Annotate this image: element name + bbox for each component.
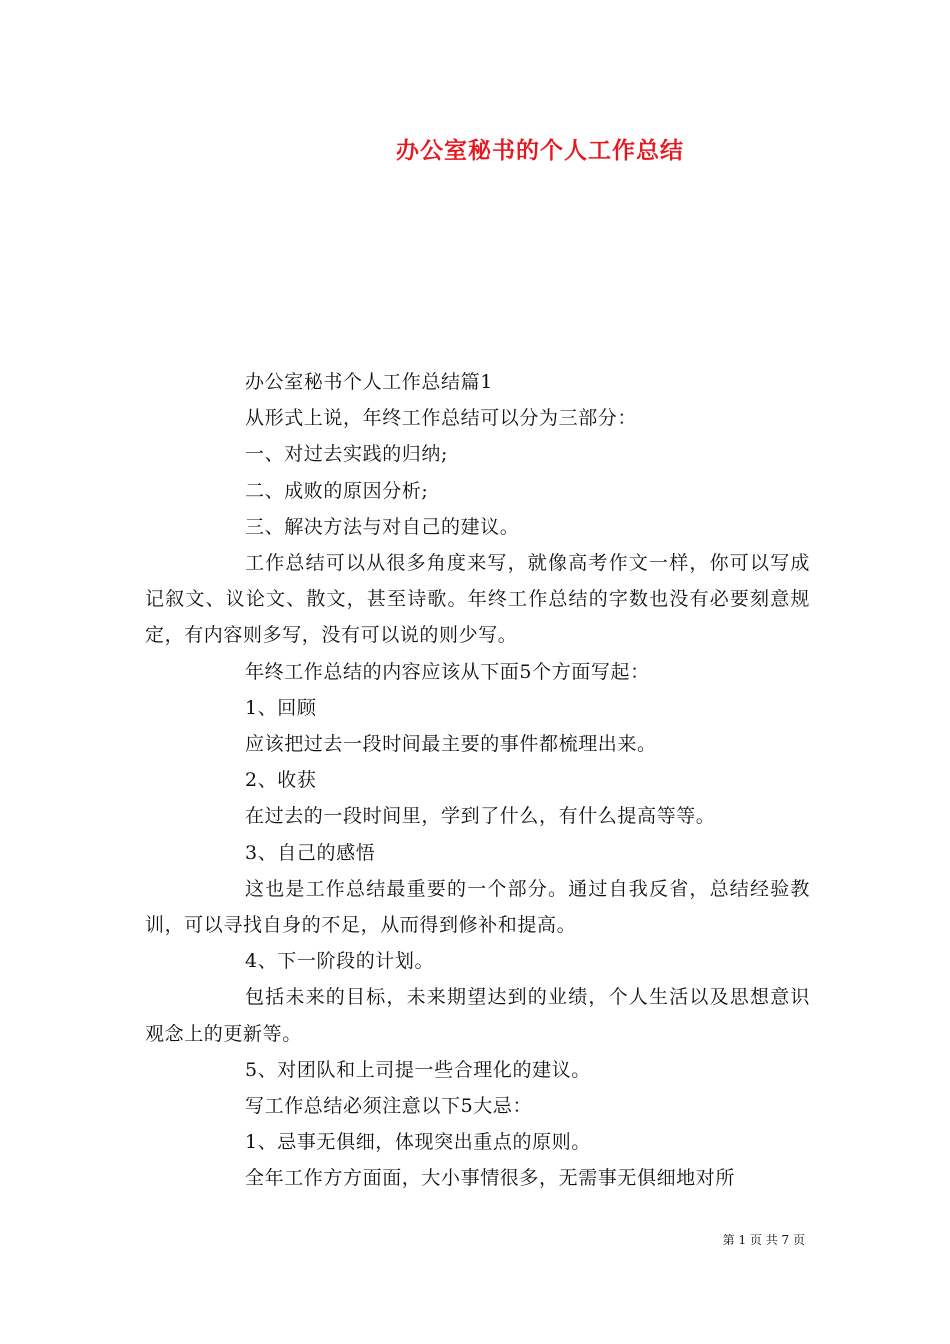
paragraph: 工作总结可以从很多角度来写，就像高考作文一样，你可以写成记叙文、议论文、散文，甚至诗歌。年终工作总结的字数也没有必要刻意规定，有内容则多写，没有可以说的则少写。 <box>145 552 810 647</box>
paragraph: 年终工作总结的内容应该从下面5个方面写起： <box>245 660 650 683</box>
paragraph: 1、忌事无俱细，体现突出重点的原则。 <box>245 1131 591 1154</box>
paragraph: 3、自己的感悟 <box>245 841 376 864</box>
document-title: 办公室秘书的个人工作总结 <box>396 137 684 164</box>
paragraph: 应该把过去一段时间最主要的事件都梳理出来。 <box>245 733 657 756</box>
paragraph: 从形式上说，年终工作总结可以分为三部分： <box>245 407 638 430</box>
paragraph: 一、对过去实践的归纳; <box>245 443 449 466</box>
paragraph: 这也是工作总结最重要的一个部分。通过自我反省，总结经验教训，可以寻找自身的不足，从而得到修补和提高。 <box>145 877 810 937</box>
paragraph: 三、解决方法与对自己的建议。 <box>245 515 520 538</box>
paragraph: 5、对团队和上司提一些合理化的建议。 <box>245 1058 591 1081</box>
paragraph: 1、回顾 <box>245 696 317 719</box>
paragraph: 包括未来的目标，未来期望达到的业绩，个人生活以及思想意识观念上的更新等。 <box>145 986 810 1045</box>
paragraph: 二、成败的原因分析; <box>245 479 429 502</box>
document-body <box>145 364 810 1197</box>
paragraph: 全年工作方方面面，大小事情很多，无需事无俱细地对所 <box>245 1167 736 1190</box>
paragraph: 写工作总结必须注意以下5大忌： <box>245 1095 533 1118</box>
paragraph: 办公室秘书个人工作总结篇1 <box>245 371 493 393</box>
paragraph: 在过去的一段时间里，学到了什么，有什么提高等等。 <box>245 805 716 828</box>
page-number-footer: 第 1 页 共 7 页 <box>722 1233 805 1247</box>
paragraph: 2、收获 <box>245 769 317 792</box>
paragraph: 4、下一阶段的计划。 <box>245 950 435 973</box>
